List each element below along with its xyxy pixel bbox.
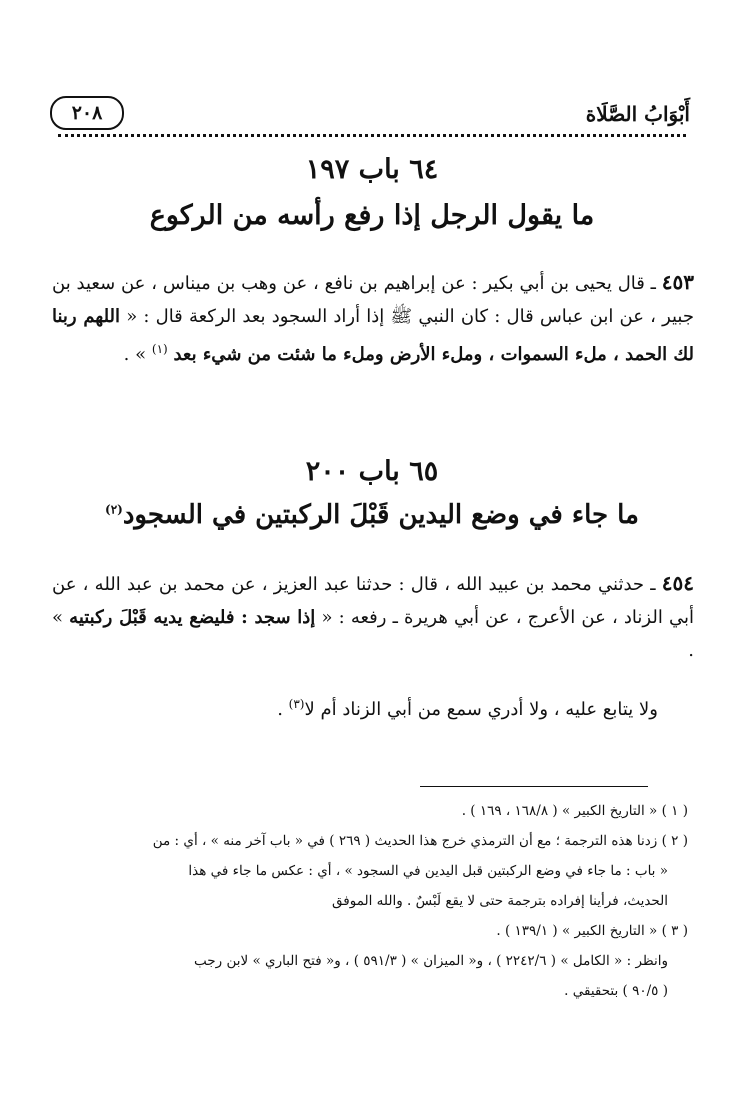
hadith-453-paragraph [52, 266, 694, 371]
hadith-chain-text: ـ قال يحيى بن أبي بكير : عن إبراهيم بن نافع ، عن وهب بن ميناس ، عن سعيد بن جبير ، عن ابن عباس قال : كان النبي ﷺ إذا أراد السجود بعد الركعة قال : « [52, 273, 694, 327]
chapter-title-2-text: ما جاء في وضع اليدين قَبْلَ الركبتين في السجود [122, 500, 639, 530]
header-divider [58, 134, 686, 137]
hadith-matn-text: اللهم ربنا لك الحمد ، ملء السموات ، وملء الأرض وملء ما شئت من شيء بعد [52, 306, 694, 365]
footnote-ref-2[interactable]: (٢) [105, 502, 123, 517]
hadith-matn-text: إذا سجد : فليضع يديه قَبْلَ ركبتيه [69, 607, 316, 628]
page-number: ٢٠٨ [50, 96, 124, 130]
commentary-text: ولا يتابع عليه ، ولا أدري سمع من أبي الزناد أم لا [304, 699, 658, 720]
footnote-2-line-1: ( ٢ ) زدنا هذه الترجمة ؛ مع أن الترمذي خرج هذا الحديث ( ٢٦٩ ) في « باب آخر منه » ، أي : من [152, 833, 688, 849]
commentary-paragraph [52, 688, 694, 726]
footnote-3: ( ٣ ) « التاريخ الكبير » ( ١٣٩/١ ) . [496, 923, 688, 939]
hadith-end-text: » . [52, 607, 694, 661]
chapter-number-heading-1: ٦٤ باب ١٩٧ [305, 154, 439, 185]
running-header [50, 96, 694, 132]
hadith-454-paragraph [52, 567, 694, 667]
footnote-2-line-3: الحديث، فرأينا إفراده بترجمة حتى لا يقع لَبْسٌ . والله الموفق [332, 893, 668, 909]
footnote-1: ( ١ ) « التاريخ الكبير » ( ١٦٨/٨ ، ١٦٩ ) . [461, 803, 688, 819]
footnote-3-line-3: ( ٩٠/٥ ) بتحقيقي . [564, 983, 668, 999]
hadith-end-text: » . [123, 344, 147, 365]
chapter-title-heading-2 [40, 500, 704, 530]
chapter-number-heading-2: ٦٥ باب ٢٠٠ [305, 456, 439, 487]
footnote-ref-3[interactable]: (٣) [288, 697, 305, 711]
footnote-2-line-2: « باب : ما جاء في وضع الركبتين قبل اليدين في السجود » ، أي : عكس ما جاء في هذا [188, 863, 668, 879]
commentary-end: . [277, 699, 289, 720]
hadith-number: ٤٥٣ [661, 270, 694, 294]
hadith-number: ٤٥٤ [661, 571, 694, 595]
hadith-chain-text: ـ حدثني محمد بن عبيد الله ، قال : حدثنا عبد العزيز ، عن محمد بن عبد الله ، عن أبي الزناد ، عن الأعرج ، عن أبي هريرة ـ رفعه : « [52, 574, 695, 628]
footnote-ref-1[interactable]: (١) [151, 342, 168, 356]
footnote-3-line-2: وانظر : « الكامل » ( ٢٢٤٢/٦ ) ، و« الميزان » ( ٥٩١/٣ ) ، و« فتح الباري » لابن رجب [194, 953, 668, 969]
chapter-title-heading-1: ما يقول الرجل إذا رفع رأسه من الركوع [149, 200, 595, 231]
footnotes [60, 796, 688, 1006]
footnote-divider [420, 786, 648, 787]
running-title: أَبْوَابُ الصَّلَاة [585, 102, 690, 126]
